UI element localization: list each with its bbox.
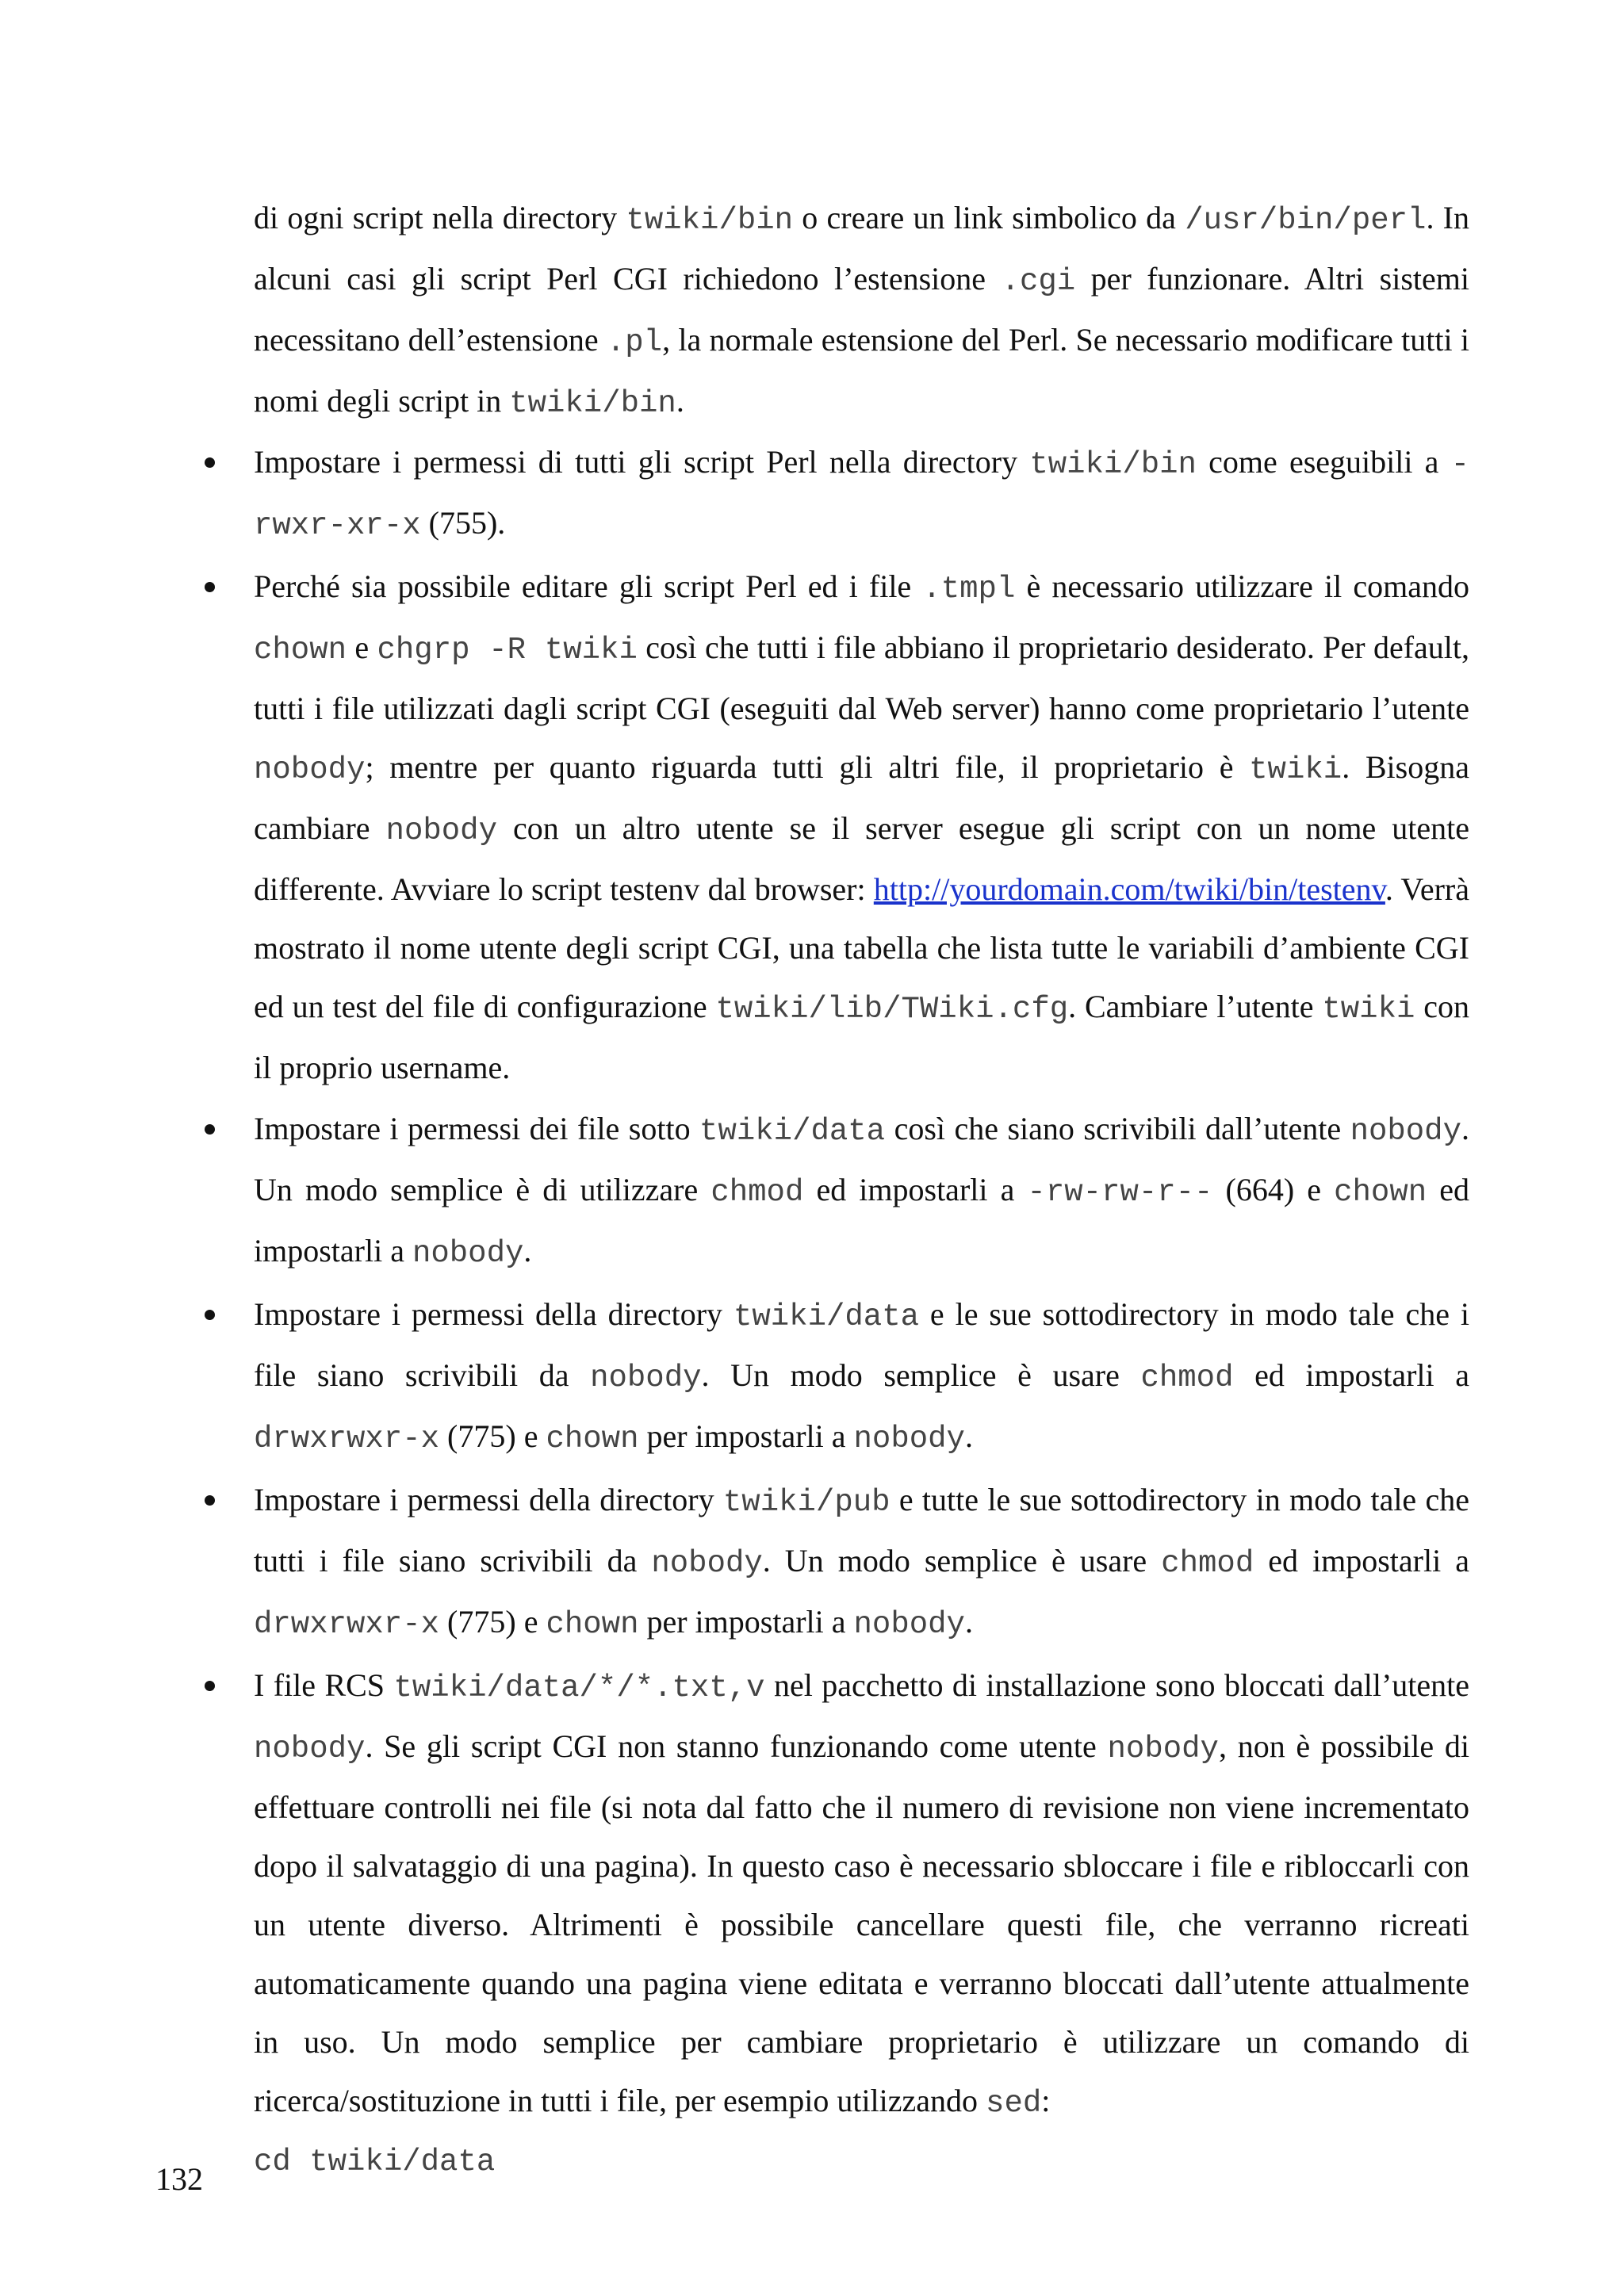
bullet-icon (205, 1124, 215, 1135)
code-line: cd twiki/data (254, 2145, 496, 2179)
bullet-icon (205, 1681, 215, 1691)
testenv-link[interactable]: http://yourdomain.com/twiki/bin/testenv (873, 871, 1385, 907)
instruction-list (254, 433, 1469, 2191)
bullet-icon (205, 457, 215, 468)
intro-paragraph: di ogni script nella directory twiki/bin o creare un link simbolico da /usr/bin/perl. In alcuni casi gli script Perl CGI richiedono l’estensione .cgi per funzionare. Altri sistemi necessitano dell’estensione .pl, la normale estensione del Perl. Se necessario modificare tutti i nomi degli script in twiki/bin. (254, 200, 1470, 421)
bullet-icon (205, 1495, 215, 1506)
bullet-icon (205, 1310, 215, 1320)
list-item: I file RCS twiki/data/*/*.txt,v nel pacchetto di installazione sono bloccati dall’utente nobody. Se gli script CGI non stanno funzionando come utente nobody, non è possibile di effettuare controlli nei file (si nota dal fatto che il numero di revisione non viene incrementato dopo il salvataggio di una pagina). In questo caso è necessario sbloccare i file e ribloccarli con un utente diverso. Altrimenti è possibile cancellare questi file, che verranno ricreati automaticamente quando una pagina viene editata e verranno bloccati dall’utente attualmente in uso. Un modo semplice per cambiare proprietario è utilizzare un comando di ricerca/sostituzione in tutti i file, per esempio utilizzando sed: cd twiki/data (254, 1656, 1469, 2191)
list-item: Impostare i permessi della directory twiki/data e le sue sottodirectory in modo tale che i file siano scrivibili da nobody. Un modo semplice è usare chmod ed impostarli a drwxrwxr-x (775) e chown per impostarli a nobody. (254, 1285, 1469, 1468)
bullet-icon (205, 582, 215, 592)
text-body (254, 189, 1469, 2194)
list-item: Impostare i permessi dei file sotto twiki/data così che siano scrivibili dall’utente nobody. Un modo semplice è di utilizzare chmod ed impostarli a -rw-rw-r-- (664) e chown ed impostarli a nobody. (254, 1100, 1469, 1283)
list-item: Perché sia possibile editare gli script Perl ed i file .tmpl è necessario utilizzare il comando chown e chgrp -R twiki così che tutti i file abbiano il proprietario desiderato. Per default, tutti i file utilizzati dagli script CGI (eseguiti dal Web server) hanno come proprietario l’utente nobody; mentre per quanto riguarda tutti gli altri file, il proprietario è twiki. Bisogna cambiare nobody con un altro utente se il server esegue gli script con un nome utente differente. Avviare lo script testenv dal browser: http://yourdomain.com/twiki/bin/testenv. Verrà mostrato il nome utente degli script CGI, una tabella che lista tutte le variabili d’ambiente CGI ed un test del file di configurazione twiki/lib/TWiki.cfg. Cambiare l’utente twiki con il proprio username. (254, 557, 1469, 1097)
list-item: Impostare i permessi di tutti gli script Perl nella directory twiki/bin come eseguibili a -rwxr-xr-x (755). (254, 433, 1469, 555)
list-item: Impostare i permessi della directory twiki/pub e tutte le sue sottodirectory in modo tale che tutti i file siano scrivibili da nobody. Un modo semplice è usare chmod ed impostarli a drwxrwxr-x (775) e chown per impostarli a nobody. (254, 1471, 1469, 1654)
page-number: 132 (155, 2161, 203, 2197)
